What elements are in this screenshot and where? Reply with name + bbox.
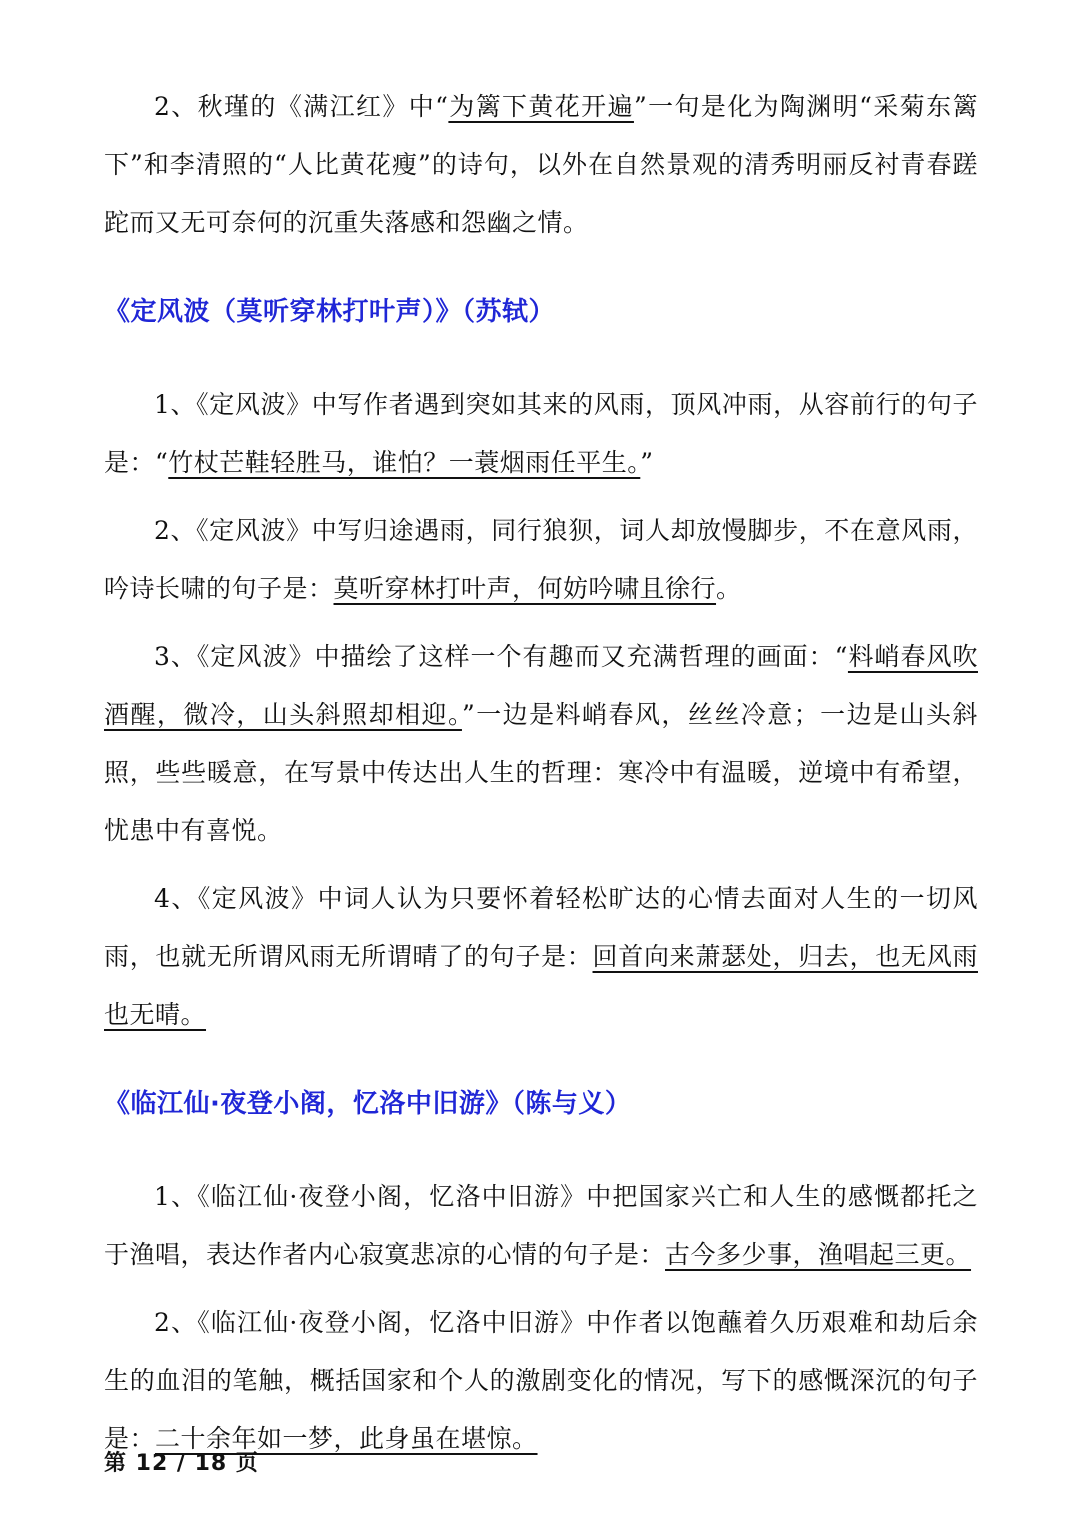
question-text: 4、《定风波》中词人认为只要怀着轻松旷达的心情去面对人生的一切风雨，也就无所谓风雨无所谓晴了的句子是： [104, 884, 978, 971]
question-text: 1、《定风波》中写作者遇到突如其来的风雨，顶风冲雨，从容前行的句子是：“ [104, 390, 978, 477]
question-text: 1、《临江仙·夜登小阁，忆洛中旧游》中把国家兴亡和人生的感慨都托之于渔唱，表达作者内心寂寞悲凉的心情的句子是： [104, 1182, 978, 1269]
document-page [104, 78, 978, 1478]
section-heading: 《定风波（莫听穿林打叶声）》（苏轼） [104, 297, 556, 327]
answer-text: 为篱下黄花开遍 [448, 92, 634, 121]
question-text: ”一边是料峭春风，丝丝冷意；一边是山头斜照，些些暖意，在写景中传达出人生的哲理：寒冷中有温暖，逆境中有希望，忧患中有喜悦。 [104, 700, 978, 845]
question-paragraph [104, 1168, 978, 1284]
question-paragraph [104, 870, 978, 1044]
question-paragraph [104, 628, 978, 860]
question-paragraph [104, 1294, 978, 1468]
answer-text: 古今多少事，渔唱起三更。 [665, 1240, 972, 1269]
question-text: 2、《临江仙·夜登小阁，忆洛中旧游》中作者以饱蘸着久历艰难和劫后余生的血泪的笔触，概括国家和个人的激剧变化的情况，写下的感慨深沉的句子是： [104, 1308, 978, 1453]
question-paragraph [104, 78, 978, 252]
question-text: ”一句是化为陶渊明“采菊东篱下”和李清照的“人比黄花瘦”的诗句，以外在自然景观的清秀明丽反衬青春蹉跎而又无可奈何的沉重失落感和怨幽之情。 [104, 92, 978, 237]
section-heading: 《临江仙·夜登小阁，忆洛中旧游》（陈与义） [104, 1089, 632, 1119]
answer-text: 料峭春风吹酒醒，微冷，山头斜照却相迎。 [104, 642, 978, 729]
answer-text: 回首向来萧瑟处，归去，也无风雨也无晴。 [104, 942, 978, 1029]
answer-text: 二十余年如一梦，此身虽在堪惊。 [155, 1424, 538, 1453]
document-body [104, 78, 978, 1468]
question-text: 3、《定风波》中描绘了这样一个有趣而又充满哲理的画面：“ [154, 642, 848, 671]
answer-text: 莫听穿林打叶声，何妨吟啸且徐行 [333, 574, 717, 603]
answer-text: 竹杖芒鞋轻胜马，谁怕？一蓑烟雨任平生。 [168, 448, 641, 477]
question-text: 2、秋瑾的《满江红》中“ [154, 92, 449, 121]
question-text: ” [640, 448, 654, 477]
question-text: 。 [716, 574, 742, 603]
question-paragraph [104, 502, 978, 618]
page-number: 第 12 / 18 页 [104, 1451, 259, 1476]
question-text: 2、《定风波》中写归途遇雨，同行狼狈，词人却放慢脚步，不在意风雨，吟诗长啸的句子是： [104, 516, 978, 603]
question-paragraph [104, 376, 978, 492]
